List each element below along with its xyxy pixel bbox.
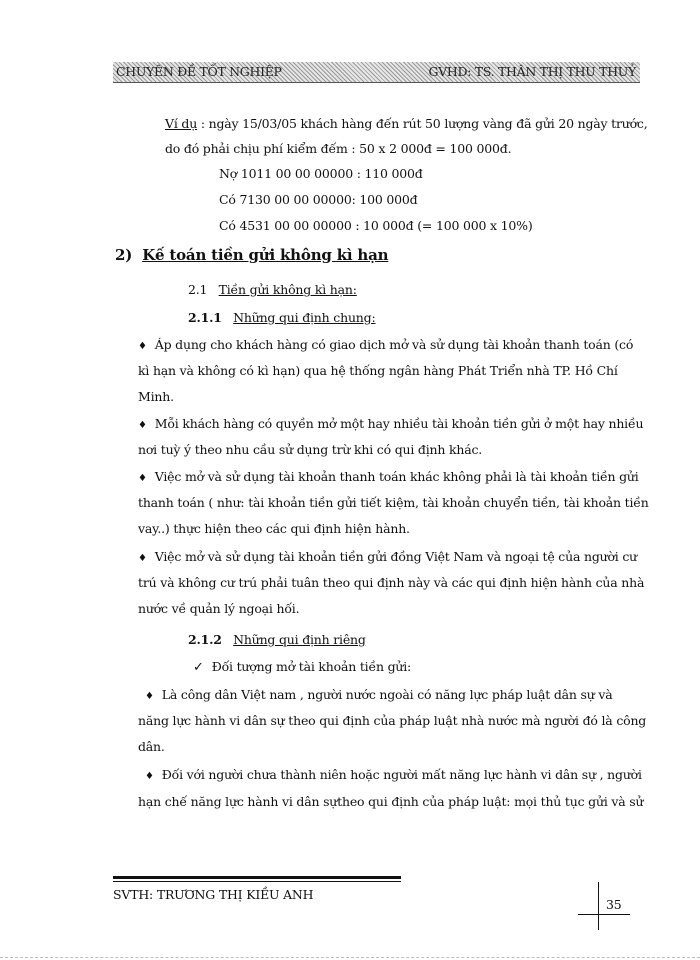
page-header [113,62,640,83]
specific-rule-1-text: Là công dân Việt nam , người nước ngoài có năng lực pháp luật dân sự và [161,687,613,702]
page-number: 35 [606,897,622,912]
section-2-number: 2) [115,246,133,264]
header-left-title: CHUYÊN ĐỀ TỐT NGHIỆP [116,64,282,79]
general-rule-4-line-2: trú và không cư trú phải tuân theo qui định này và các qui định hiện hành của nhà [138,575,645,590]
footer-author: SVTH: TRƯƠNG THỊ KIỀU ANH [113,887,314,902]
general-rule-1-line-1 [138,337,633,355]
diamond-bullet-icon: ♦ [145,691,154,702]
general-rule-4-line-1 [138,549,637,567]
general-rule-1-line-2: kì hạn và không có kì hạn) qua hệ thống ngân hàng Phát Triển nhà TP. Hồ Chí [138,363,618,378]
subsection-2-1-1-number: 2.1.1 [188,310,222,325]
subsection-2-1-2-title: Những qui định riêng [233,632,366,647]
journal-entry-1: Nợ 1011 00 00 00000 : 110 000đ [219,166,423,181]
subsection-2-1-title: Tiền gửi không kì hạn: [218,282,357,297]
footer-rule-thin [113,881,401,882]
check-item-text: Đối tượng mở tài khoản tiền gửi: [211,659,412,674]
journal-entry-2: Có 7130 00 00 00000: 100 000đ [219,192,418,207]
example-label: Ví dụ [165,116,198,131]
diamond-bullet-icon: ♦ [138,420,147,431]
general-rule-2-line-1 [138,416,643,434]
example-line-2: do đó phải chịu phí kiểm đếm : 50 x 2 000đ = 100 000đ. [165,141,512,156]
general-rule-4-text: Việc mở và sử dụng tài khoản tiền gửi đồng Việt Nam và ngoại tệ của người cư [154,549,638,564]
specific-rule-2-line-1 [145,767,642,785]
journal-entry-3: Có 4531 00 00 00000 : 10 000đ (= 100 000 x 10%) [219,218,533,233]
subsection-2-1-2-heading [188,632,366,648]
subsection-2-1-1-title: Những qui định chung: [233,310,376,325]
check-mark-icon: ✓ [193,660,204,675]
diamond-bullet-icon: ♦ [138,473,147,484]
section-2-heading [115,247,388,263]
general-rule-2-text: Mỗi khách hàng có quyền mở một hay nhiều tài khoản tiền gửi ở một hay nhiều [154,416,644,431]
specific-rule-1-line-2: năng lực hành vi dân sự theo qui định của pháp luật nhà nước mà người đó là công [138,713,647,728]
footer-rule-thick [113,876,401,879]
section-2-title: Kế toán tiền gửi không kì hạn [142,246,389,264]
diamond-bullet-icon: ♦ [145,771,154,782]
check-item [193,659,411,676]
general-rule-1-text: Áp dụng cho khách hàng có giao dịch mở và sử dụng tài khoản thanh toán (có [154,337,634,352]
footer-cross-horizontal [578,914,630,915]
header-right-supervisor: GVHD: TS. THÂN THỊ THU THUỶ [428,64,636,79]
specific-rule-2-line-2: hạn chế năng lực hành vi dân sựtheo qui định của pháp luật: mọi thủ tục gửi và sử [138,794,644,809]
subsection-2-1-1-heading [188,310,375,326]
diamond-bullet-icon: ♦ [138,341,147,352]
general-rule-3-text: Việc mở và sử dụng tài khoản thanh toán khác không phải là tài khoản tiền gửi [154,469,639,484]
general-rule-3-line-2: thanh toán ( như: tài khoản tiền gửi tiết kiệm, tài khoản chuyển tiền, tài khoản tiền [138,495,649,510]
footer-cross-vertical [598,882,599,930]
subsection-2-1-number: 2.1 [188,282,208,297]
general-rule-2-line-2: nơi tuỳ ý theo nhu cầu sử dụng trừ khi có qui định khác. [138,442,483,457]
general-rule-3-line-1 [138,469,639,487]
example-text-1: : ngày 15/03/05 khách hàng đến rút 50 lượng vàng đã gửi 20 ngày trước, [197,116,648,131]
general-rule-1-line-3: Minh. [138,389,174,404]
specific-rule-2-text: Đối với người chưa thành niên hoặc người mất năng lực hành vi dân sự , người [161,767,642,782]
general-rule-4-line-3: nước về quản lý ngoại hối. [138,601,300,616]
specific-rule-1-line-3: dân. [138,739,165,754]
example-line-1 [165,116,647,132]
specific-rule-1-line-1 [145,687,612,705]
general-rule-3-line-3: vay..) thực hiện theo các qui định hiện hành. [138,521,410,536]
diamond-bullet-icon: ♦ [138,553,147,564]
page-bottom-dashed-edge [0,957,700,958]
subsection-2-1-heading [188,282,357,298]
subsection-2-1-2-number: 2.1.2 [188,632,222,647]
